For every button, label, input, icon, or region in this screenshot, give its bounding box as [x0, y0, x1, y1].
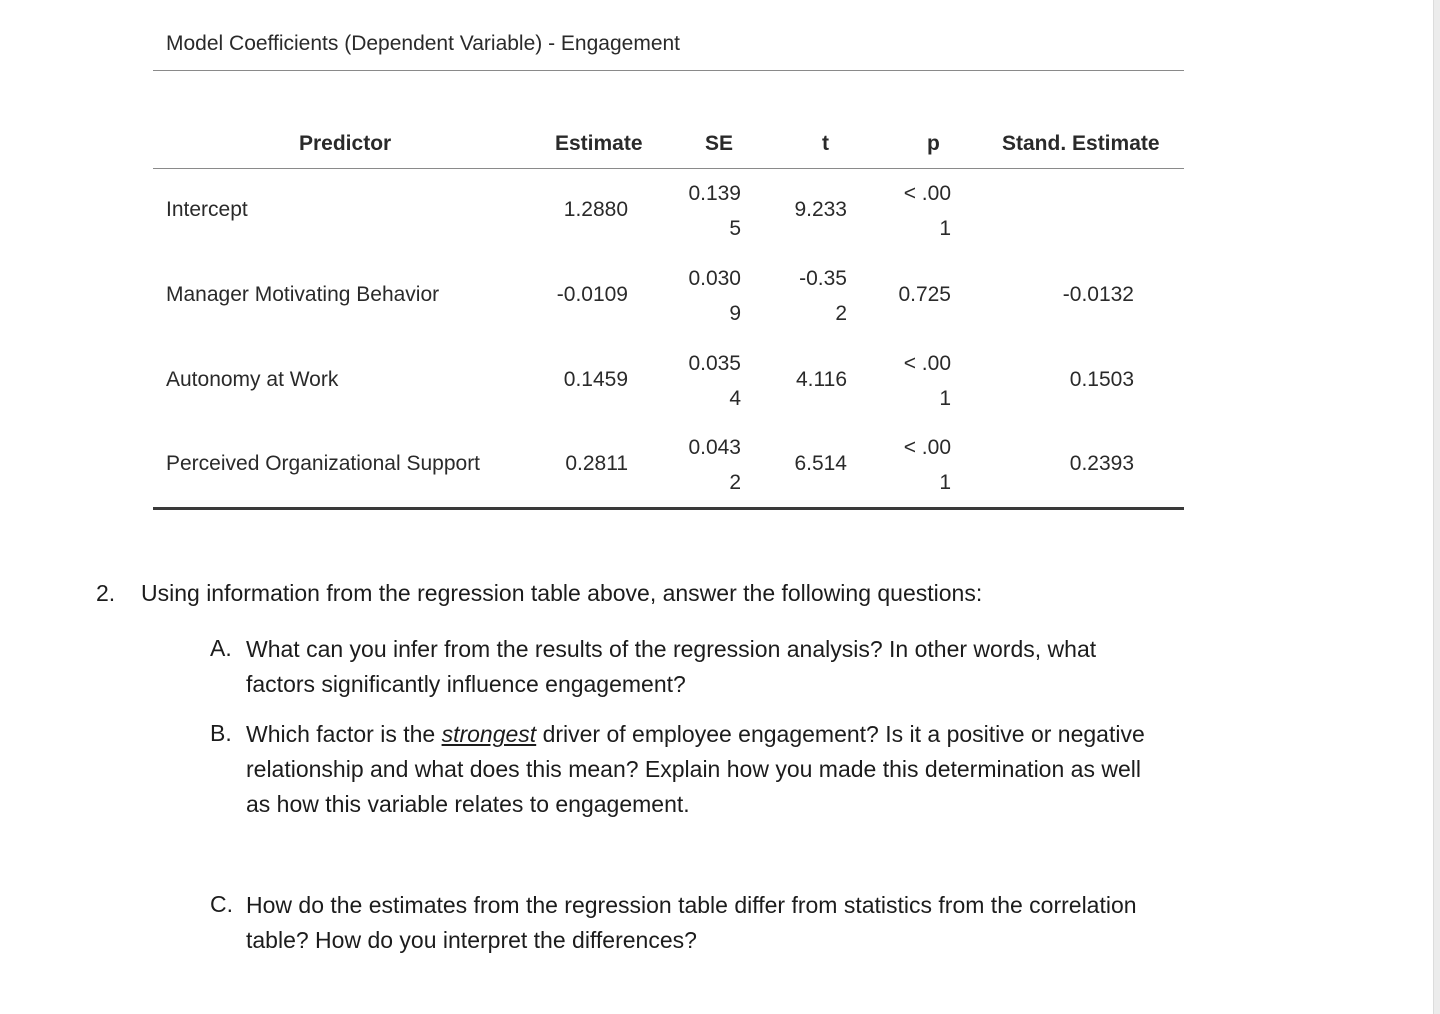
- cell-t: 6.514: [794, 452, 847, 475]
- header-se: SE: [705, 132, 734, 155]
- table-title: Model Coefficients (Dependent Variable) - Engagement: [166, 32, 681, 55]
- sub-question-b-letter: B.: [210, 720, 232, 746]
- page-edge-scrollbar[interactable]: [1433, 0, 1440, 1014]
- sub-question-c: How do the estimates from the regression table differ from statistics from the correlation table? How do you interpret the differences?: [246, 892, 1137, 953]
- cell-se: 0.035 4: [688, 352, 741, 410]
- cell-predictor: Autonomy at Work: [166, 368, 339, 391]
- question-text: Using information from the regression table above, answer the following questions:: [141, 580, 983, 606]
- sub-question-c-letter: C.: [210, 891, 233, 917]
- cell-stand-estimate: 0.2393: [1069, 452, 1134, 475]
- header-stand-estimate: Stand. Estimate: [1002, 132, 1160, 155]
- sub-question-b: Which factor is the strongest driver of employee engagement? Is it a positive or negative relationship and what does this mean? Explain how you made this determination as well as how this variable relates to engagement.: [246, 721, 1145, 817]
- cell-stand-estimate: -0.0132: [1062, 283, 1134, 306]
- cell-p: 0.725: [898, 283, 951, 306]
- cell-t: 9.233: [794, 198, 847, 221]
- table-header-rule: [153, 168, 1184, 169]
- cell-predictor: Perceived Organizational Support: [166, 452, 481, 475]
- cell-predictor: Manager Motivating Behavior: [166, 283, 440, 306]
- sub-question-a-letter: A.: [210, 635, 232, 661]
- cell-estimate: 0.2811: [565, 452, 628, 475]
- table-bottom-rule: [153, 507, 1184, 510]
- cell-estimate: -0.0109: [556, 283, 628, 306]
- header-estimate: Estimate: [555, 132, 643, 155]
- header-predictor: Predictor: [299, 132, 392, 155]
- emphasis-strongest: strongest: [441, 721, 537, 747]
- question-number: 2.: [96, 580, 116, 606]
- cell-predictor: Intercept: [166, 198, 248, 221]
- cell-stand-estimate: 0.1503: [1069, 368, 1134, 391]
- header-p: p: [927, 132, 940, 155]
- cell-se: 0.139 5: [688, 182, 741, 240]
- cell-t: -0.35 2: [799, 267, 847, 325]
- cell-se: 0.030 9: [688, 267, 741, 325]
- cell-estimate: 1.2880: [563, 198, 628, 221]
- cell-se: 0.043 2: [688, 436, 741, 494]
- header-t: t: [822, 132, 829, 155]
- cell-t: 4.116: [796, 368, 847, 391]
- cell-estimate: 0.1459: [563, 368, 628, 391]
- cell-p: < .00 1: [903, 436, 951, 494]
- table-top-rule: [153, 70, 1184, 71]
- cell-p: < .00 1: [903, 182, 951, 240]
- sub-question-a: What can you infer from the results of the regression analysis? In other words, what factors significantly influence engagement?: [246, 636, 1097, 697]
- cell-p: < .00 1: [903, 352, 951, 410]
